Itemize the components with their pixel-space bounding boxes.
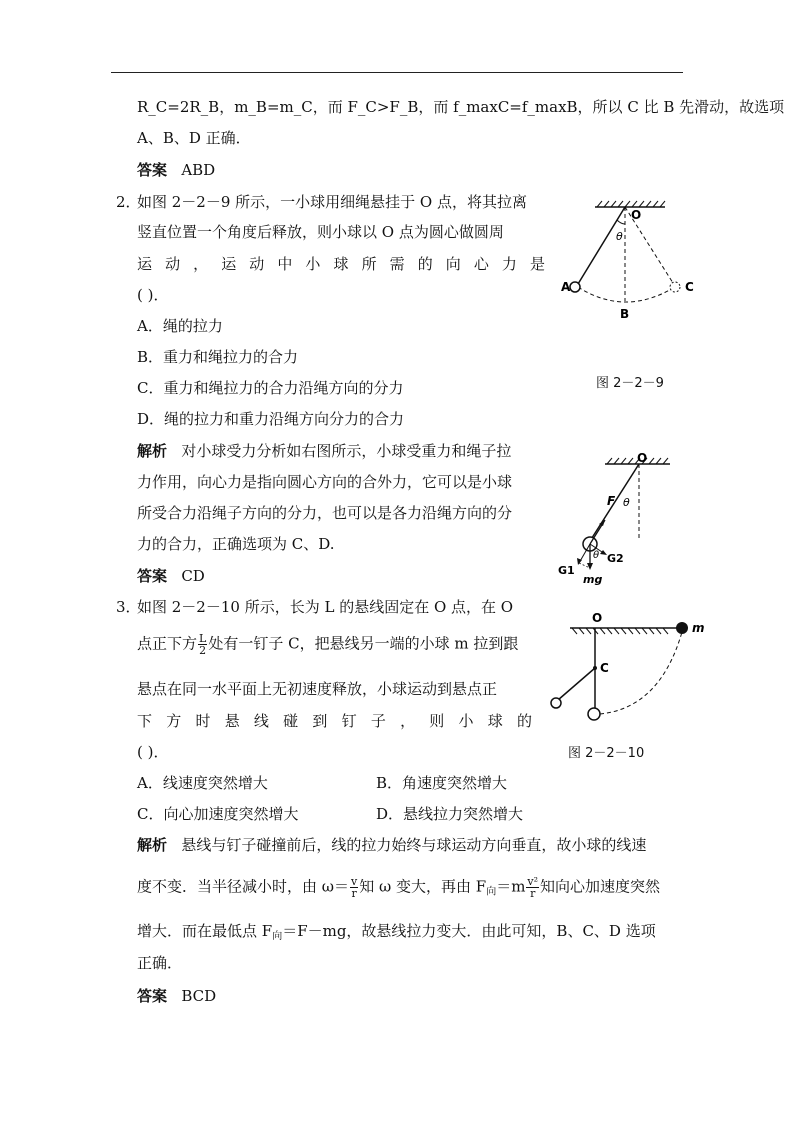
- force-label-g2: G2: [607, 552, 624, 565]
- q2-answer: [137, 566, 205, 586]
- label-a: A: [561, 280, 571, 294]
- force-label-mg: mg: [583, 573, 603, 586]
- q3-line-2: [137, 633, 518, 656]
- q2-number: 2．: [116, 193, 141, 211]
- force-label-g1: G1: [558, 564, 575, 577]
- intro-line-2: A、B、D 正确．: [137, 129, 251, 147]
- q3-analysis-line-1: [137, 835, 646, 855]
- q3-option-c: C．向心加速度突然增大: [137, 805, 299, 823]
- force-diagram: [555, 450, 675, 586]
- pendulum-figure: [555, 195, 705, 325]
- analysis-line-3-part-b: ＝F－mg，故悬线拉力变大．由此可知，B、C、D 选项: [282, 922, 656, 940]
- label-o: O: [592, 611, 603, 625]
- figure-caption-2-2-9: 图 2－2－9: [596, 376, 664, 391]
- fraction-numerator: v: [351, 875, 358, 888]
- q3-option-a: A．线速度突然增大: [137, 774, 268, 792]
- intro-answer: [137, 160, 215, 180]
- q3-analysis-line-2: [137, 876, 660, 903]
- answer-label: 答案: [137, 567, 168, 585]
- analysis-label: 解析: [137, 836, 168, 854]
- q3-line-1: 如图 2－2－10 所示，长为 L 的悬线固定在 O 点，在 O: [137, 598, 514, 616]
- label-m: m: [692, 621, 705, 635]
- label-theta: θ: [616, 230, 623, 243]
- answer-label: 答案: [137, 987, 168, 1005]
- analysis-label: 解析: [137, 442, 168, 460]
- q2-option-b: B．重力和绳拉力的合力: [137, 348, 299, 366]
- q3-line-2-part-b: 处有一钉子 C，把悬线另一端的小球 m 拉到跟: [208, 634, 519, 653]
- answer-label: 答案: [137, 161, 168, 179]
- analysis-text: 悬线与钉子碰撞前后，线的拉力始终与球运动方向垂直，故小球的线速: [181, 836, 647, 854]
- subscript-xiang: 向: [486, 886, 497, 898]
- q3-line-5: ( )．: [137, 743, 169, 761]
- q2-line-2: 竖直位置一个角度后释放，则小球以 O 点为圆心做圆周: [137, 223, 504, 241]
- q3-line-2-part-a: 点正下方: [137, 634, 198, 653]
- subscript-xiang: 向: [272, 931, 283, 942]
- q3-line-4: 下方时悬线碰到钉子，则小球的: [137, 712, 532, 730]
- fraction-l-over-2: [198, 633, 207, 656]
- fraction-denominator: 2: [199, 644, 207, 657]
- q2-line-4: ( )．: [137, 286, 169, 304]
- label-o: O: [631, 208, 642, 222]
- analysis-line-3-part-a: 增大．而在最低点 F: [137, 922, 273, 940]
- intro-line-1: R_C=2R_B，m_B=m_C，而 F_C>F_B，而 f_maxC=f_maxB，所以 C 比 B 先滑动，故选项: [137, 98, 785, 116]
- force-label-theta-ball: θ: [593, 550, 600, 561]
- q3-analysis-line-4: 正确．: [137, 954, 183, 972]
- q3-answer: [137, 986, 216, 1006]
- q2-option-c: C．重力和绳拉力的合力沿绳方向的分力: [137, 379, 404, 397]
- q3-option-b: B．角速度突然增大: [376, 774, 508, 792]
- analysis-text: 对小球受力分析如右图所示，小球受重力和绳子拉: [181, 442, 512, 460]
- fraction-numerator: v²: [527, 875, 539, 888]
- force-label-f: F: [607, 494, 616, 508]
- q3-line-3: 悬点在同一水平面上无初速度释放，小球运动到悬点正: [137, 680, 498, 698]
- analysis-line-2-part-c: ＝m: [496, 877, 526, 896]
- fraction-v2-over-r: [526, 876, 539, 899]
- fraction-v-over-r: [350, 876, 358, 899]
- label-b: B: [620, 307, 630, 321]
- q2-analysis-line-1: [137, 441, 511, 461]
- q2-analysis-line-2: 力作用，向心力是指向圆心方向的合外力，它可以是小球: [137, 473, 513, 491]
- analysis-line-2-part-a: 度不变．当半径减小时，由 ω＝: [137, 877, 350, 896]
- q3-number: 3．: [116, 598, 141, 616]
- fraction-denominator: r: [530, 887, 536, 900]
- q2-analysis-line-4: 力的合力，正确选项为 C、D.: [137, 535, 335, 553]
- analysis-line-2-part-b: 知 ω 变大，再由 F: [359, 877, 487, 896]
- q3-option-d: D．悬线拉力突然增大: [376, 805, 524, 823]
- q2-line-1: 如图 2－2－9 所示，一小球用细绳悬挂于 O 点，将其拉离: [137, 193, 528, 211]
- header-rule: [111, 72, 683, 73]
- analysis-line-2-part-d: 知向心加速度突然: [540, 877, 661, 896]
- fraction-numerator: L: [199, 632, 207, 645]
- force-label-theta-top: θ: [623, 496, 630, 509]
- answer-value: ABD: [181, 161, 216, 179]
- q3-analysis-line-3: [137, 921, 656, 947]
- figure-caption-2-2-10: 图 2－2－10: [568, 746, 645, 761]
- label-c: C: [600, 661, 609, 675]
- label-c: C: [685, 280, 694, 294]
- q2-line-3: 运动，运动中小球所需的向心力是: [137, 255, 545, 273]
- fraction-denominator: r: [351, 887, 357, 900]
- q2-analysis-line-3: 所受合力沿绳子方向的分力，也可以是各力沿绳方向的分: [137, 504, 513, 522]
- answer-value: CD: [181, 567, 205, 585]
- q2-option-d: D．绳的拉力和重力沿绳方向分力的合力: [137, 410, 405, 428]
- force-label-o: O: [637, 451, 648, 465]
- q2-option-a: A．绳的拉力: [137, 317, 223, 335]
- nail-pendulum-figure: [540, 610, 710, 725]
- answer-value: BCD: [181, 987, 217, 1005]
